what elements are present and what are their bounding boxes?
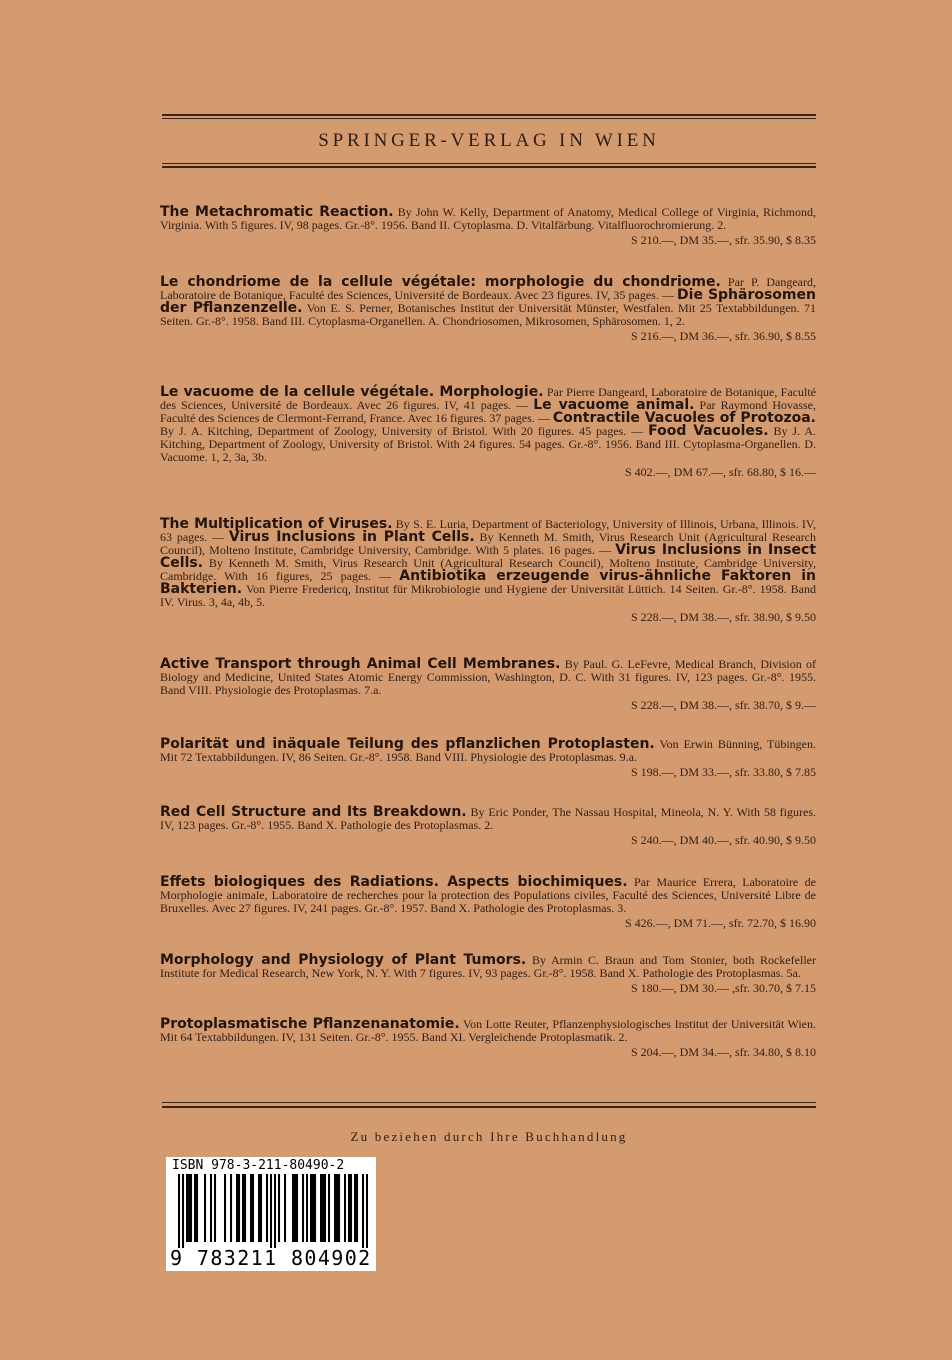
barcode-bar xyxy=(252,1174,254,1242)
book-price: S 216.—, DM 36.—, sfr. 36.90, $ 8.55 xyxy=(630,329,816,343)
header-rule-thick xyxy=(162,166,816,168)
book-subtitle: Virus Inclusions in Plant Cells. xyxy=(228,529,475,545)
book-entry xyxy=(160,276,816,343)
book-subtitle: Contractile Vacuoles of Protozoa. xyxy=(552,410,816,426)
barcode-bar xyxy=(182,1174,184,1248)
book-title: Red Cell Structure and Its Breakdown. xyxy=(160,804,467,820)
barcode-bar xyxy=(230,1174,232,1242)
book-price: S 180.—, DM 30.— ,sfr. 30.70, $ 7.15 xyxy=(630,981,816,995)
book-entry xyxy=(160,806,816,847)
book-title: The Multiplication of Viruses. xyxy=(160,516,393,532)
book-details: Von Erwin Bünning, Tübingen. Mit 72 Textabbildungen. IV, 86 Seiten. Gr.-8°. 1958. Band VIII. Physiologie des Protoplasmas. 9.a. xyxy=(160,737,816,764)
barcode-bar xyxy=(284,1174,286,1242)
book-price: S 228.—, DM 38.—, sfr. 38.70, $ 9.— xyxy=(630,698,816,712)
barcode-bar xyxy=(310,1174,312,1242)
book-entry xyxy=(160,876,816,930)
barcode-bar xyxy=(204,1174,206,1242)
barcode-bar xyxy=(344,1174,346,1242)
book-entry xyxy=(160,658,816,712)
book-details: Von Lotte Reuter, Pflanzenphysiologisches Institut der Universität Wien. Mit 64 Textabbildungen. IV, 131 Seiten. Gr.-8°. 1955. Band XI. Vergleichende Protoplasmatik. 2. xyxy=(160,1017,816,1044)
barcode-bar xyxy=(260,1174,262,1242)
barcode-bar xyxy=(266,1174,268,1242)
book-details: Par Pierre Dangeard, Laboratoire de Botanique, Faculté des Sciences, Université de Bordeaux. Avec 26 figures. IV, 41 pages. — xyxy=(160,385,816,412)
book-price: S 240.—, DM 40.—, sfr. 40.90, $ 9.50 xyxy=(630,833,816,847)
barcode-bar xyxy=(334,1174,336,1242)
barcode-bar xyxy=(366,1174,368,1248)
book-details: Von Pierre Fredericq, Institut für Mikrobiologie und Hygiene der Universität Lüttich. 14 Seiten. Gr.-8°. 1958. Band IV. Virus. 3, 4a, 4b, 5. xyxy=(160,582,816,609)
top-rule-thick xyxy=(162,114,816,116)
book-entry xyxy=(160,386,816,479)
book-entry xyxy=(160,1018,816,1059)
isbn-barcode xyxy=(166,1157,376,1271)
barcode-bar xyxy=(242,1174,244,1242)
book-details: Von E. S. Perner, Botanisches Institut der Universität Münster, Westfalen. Mit 25 Textabbildungen. 71 Seiten. Gr.-8°. 1958. Band III. Cytoplasma-Organellen. A. Chondriosomen, Mikrosomen, Sphärosomen. 1, 2. xyxy=(160,301,816,328)
barcode-bar xyxy=(250,1174,252,1242)
barcode-bar xyxy=(258,1174,260,1242)
top-rule-thin xyxy=(162,118,816,119)
barcode-bar xyxy=(186,1174,188,1242)
book-title: Le vacuome de la cellule végétale. Morphologie. xyxy=(160,384,544,400)
barcode-bar xyxy=(190,1174,192,1242)
book-entry xyxy=(160,518,816,624)
book-details: Par Maurice Errera, Laboratoire de Morphologie animale, Laboratoire de recherches pour la protection des Populations civiles, Faculté des Sciences, Université Libre de Bruxelles. Avec 27 figures. IV, 241 pages. Gr.-8°. 1957. Band X. Pathologie des Protoplasmas. 3. xyxy=(160,875,816,915)
book-details: Par Raymond Hovasse, Faculté des Sciences de Clermont-Ferrand, France. Avec 16 figures. 37 pages. — xyxy=(160,398,816,425)
book-title: Morphology and Physiology of Plant Tumors. xyxy=(160,952,527,968)
book-price: S 402.—, DM 67.—, sfr. 68.80, $ 16.— xyxy=(624,465,816,479)
barcode-bar xyxy=(270,1174,272,1248)
book-details: By Armin C. Braun and Tom Stonier, both Rockefeller Institute for Medical Research, New York, N. Y. With 7 figures. IV, 93 pages. Gr.-8°. 1958. Band X. Pathologie des Protoplasmas. 5a. xyxy=(160,953,816,980)
barcode-bars xyxy=(178,1174,368,1248)
book-title: Polarität und inäquale Teilung des pflanzlichen Protoplasten. xyxy=(160,736,655,752)
book-details: Par P. Dangeard, Laboratoire de Botanique, Faculté des Sciences, Université de Bordeaux. Avec 23 figures. IV, 35 pages. — xyxy=(160,275,817,302)
barcode-bar xyxy=(314,1174,316,1242)
book-subtitle: Le vacuome animal. xyxy=(533,397,695,413)
order-note: Zu beziehen durch Ihre Buchhandlung xyxy=(350,1129,628,1144)
barcode-bar xyxy=(322,1174,324,1242)
barcode-bar xyxy=(350,1174,352,1242)
barcode-bar xyxy=(274,1174,276,1248)
book-price: S 204.—, DM 34.—, sfr. 34.80, $ 8.10 xyxy=(630,1045,816,1059)
barcode-bar xyxy=(324,1174,326,1242)
book-title: Protoplasmatische Pflanzenanatomie. xyxy=(160,1016,460,1032)
barcode-bar xyxy=(362,1174,364,1248)
barcode-bar xyxy=(196,1174,198,1242)
book-details: By J. A. Kitching, Department of Zoology, University of Bristol. With 24 figures. 54 pages. Gr.-8°. 1956. Band III. Cytoplasma-Organellen. D. Vacuome. 1, 2, 3a, 3b. xyxy=(160,424,816,464)
barcode-bar xyxy=(194,1174,196,1242)
barcode-bar xyxy=(178,1174,180,1248)
book-details: By S. E. Luria, Department of Bacteriology, University of Illinois, Urbana, Illinois. IV, 63 pages. — xyxy=(160,517,816,544)
barcode-bar xyxy=(224,1174,226,1242)
barcode-bar xyxy=(210,1174,212,1242)
barcode-bar xyxy=(302,1174,304,1242)
book-subtitle: Antibiotika erzeugende virus-ähnliche Faktoren in Bakterien. xyxy=(160,568,816,597)
book-details: By John W. Kelly, Department of Anatomy, Medical College of Virginia, Richmond, Virginia. With 5 figures. IV, 98 pages. Gr.-8°. 1956. Band II. Cytoplasma. D. Vitalfärbung. Vitalfluorochromierung. 2. xyxy=(160,205,816,232)
barcode-bar xyxy=(294,1174,296,1242)
barcode-bar xyxy=(292,1174,294,1242)
barcode-bar xyxy=(336,1174,338,1242)
book-price: S 228.—, DM 38.—, sfr. 38.90, $ 9.50 xyxy=(630,610,816,624)
barcode-bar xyxy=(188,1174,190,1242)
book-subtitle: Food Vacuoles. xyxy=(648,423,769,439)
book-details: By Eric Ponder, The Nassau Hospital, Mineola, N. Y. With 58 figures. IV, 123 pages. Gr.-8°. 1955. Band X. Pathologie des Protoplasmas. 2. xyxy=(160,805,816,832)
barcode-bar xyxy=(244,1174,246,1242)
book-entry xyxy=(160,954,816,995)
barcode-bar xyxy=(238,1174,240,1242)
book-details: By Kenneth M. Smith, Virus Research Unit (Agricultural Research Council), Molteno Institute, Cambridge University, Cambridge. With 16 figures, 25 pages. — xyxy=(160,556,816,583)
book-title: Le chondriome de la cellule végétale: morphologie du chondriome. xyxy=(160,274,721,290)
barcode-bar xyxy=(278,1174,280,1242)
book-price: S 426.—, DM 71.—, sfr. 72.70, $ 16.90 xyxy=(624,916,816,930)
barcode-bar xyxy=(320,1174,322,1242)
bottom-rule-thick xyxy=(162,1106,816,1108)
book-entry xyxy=(160,738,816,779)
book-price: S 210.—, DM 35.—, sfr. 35.90, $ 8.35 xyxy=(630,233,816,247)
barcode-bar xyxy=(306,1174,308,1242)
book-details: By Kenneth M. Smith, Virus Research Unit (Agricultural Research Council), Molteno Institute, Cambridge University, Cambridge. With 5 plates. 16 pages. — xyxy=(160,530,816,557)
book-title: Effets biologiques des Radiations. Aspects biochimiques. xyxy=(160,874,628,890)
barcode-bar xyxy=(338,1174,340,1242)
book-entry xyxy=(160,206,816,247)
barcode-bar xyxy=(356,1174,358,1242)
publisher-header: SPRINGER-VERLAG IN WIEN xyxy=(318,130,660,151)
book-price: S 198.—, DM 33.—, sfr. 33.80, $ 7.85 xyxy=(630,765,816,779)
barcode-bar xyxy=(348,1174,350,1242)
barcode-bar xyxy=(354,1174,356,1242)
barcode-bar xyxy=(312,1174,314,1242)
header-rule-thin xyxy=(162,163,816,164)
barcode-bar xyxy=(328,1174,330,1242)
barcode-bar xyxy=(236,1174,238,1242)
isbn-label: ISBN 978-3-211-80490-2 xyxy=(172,1158,345,1173)
book-title: Active Transport through Animal Cell Membranes. xyxy=(160,656,561,672)
bottom-rule-thin xyxy=(162,1102,816,1103)
ean-digits: 9 783211 804902 xyxy=(170,1246,372,1270)
barcode-bar xyxy=(296,1174,298,1242)
book-details: By Paul. G. LeFevre, Medical Branch, Division of Biology and Medicine, United States Atomic Energy Commission, Washington, D. C. With 31 figures. IV, 123 pages. Gr.-8°. 1955. Band VIII. Physiologie des Protoplasmas. 7.a. xyxy=(160,657,816,697)
book-details: By J. A. Kitching, Department of Zoology, University of Bristol. With 20 figures. 45 pages. — xyxy=(160,424,649,438)
barcode-bar xyxy=(214,1174,216,1242)
book-subtitle: Die Sphärosomen der Pflanzenzelle. xyxy=(160,287,816,316)
book-title: The Metachromatic Reaction. xyxy=(160,204,394,220)
book-subtitle: Virus Inclusions in Insect Cells. xyxy=(160,542,817,571)
